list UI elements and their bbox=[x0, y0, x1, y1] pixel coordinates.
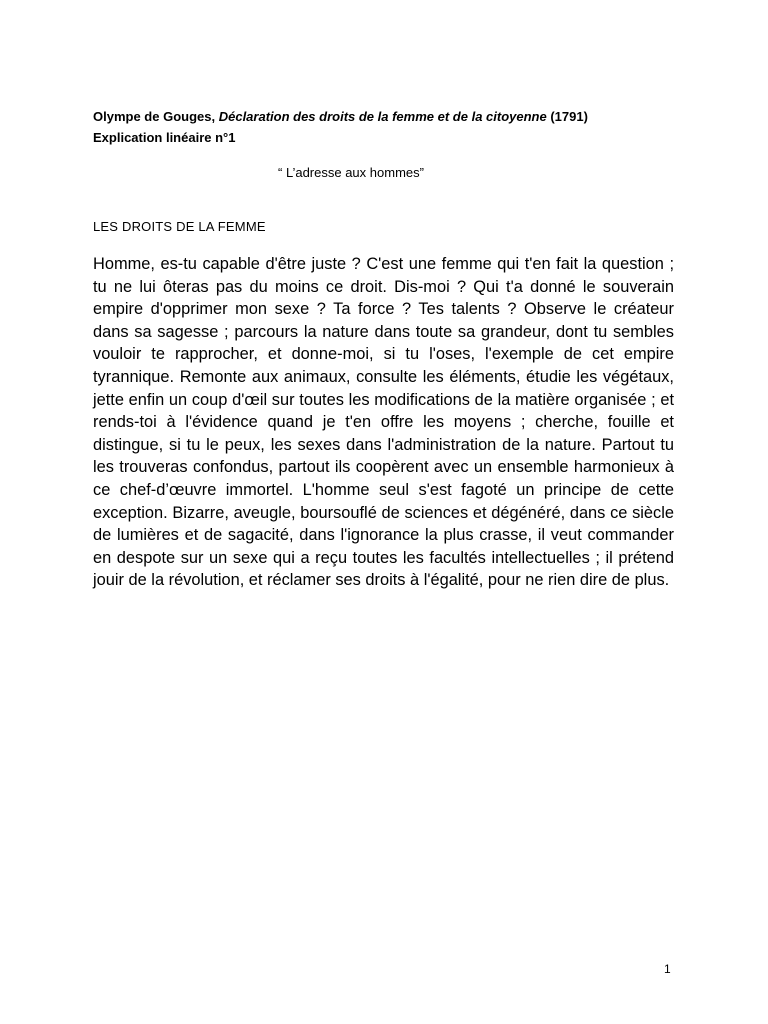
passage-subtitle: “ L’adresse aux hommes” bbox=[278, 165, 424, 180]
publication-year: (1791) bbox=[550, 109, 588, 124]
page-number: 1 bbox=[664, 962, 671, 976]
document-header bbox=[93, 109, 588, 124]
author-name: Olympe de Gouges, bbox=[93, 109, 216, 124]
work-title: Déclaration des droits de la femme et de la citoyenne bbox=[218, 109, 547, 124]
exercise-title: Explication linéaire n°1 bbox=[93, 130, 236, 145]
section-heading: LES DROITS DE LA FEMME bbox=[93, 219, 266, 234]
body-paragraph: Homme, es-tu capable d'être juste ? C'est une femme qui t'en fait la question ; tu ne lui ôteras pas du moins ce droit. Dis-moi ? Qui t'a donné le souverain empire d'opprimer mon sexe ? Ta force ? Tes talents ? Observe le créateur dans sa sagesse ; parcours la nature dans toute sa grandeur, dont tu sembles vouloir te rapprocher, et donne-moi, si tu l'oses, l'exemple de cet empire tyrannique. Remonte aux animaux, consulte les éléments, étudie les végétaux, jette enfin un coup d'œil sur toutes les modifications de la matière organisée ; et rends-toi à l'évidence quand je t'en offre les moyens ; cherche, fouille et distingue, si tu le peux, les sexes dans l'administration de la nature. Partout tu les trouveras confondus, partout ils coopèrent avec un ensemble harmonieux à ce chef-d’œuvre immortel. L'homme seul s'est fagoté un principe de cette exception. Bizarre, aveugle, boursouflé de sciences et dégénéré, dans ce siècle de lumières et de sagacité, dans l'ignorance la plus crasse, il veut commander en despote sur un sexe qui a reçu toutes les facultés intellectuelles ; il prétend jouir de la révolution, et réclamer ses droits à l'égalité, pour ne rien dire de plus. bbox=[93, 255, 674, 590]
